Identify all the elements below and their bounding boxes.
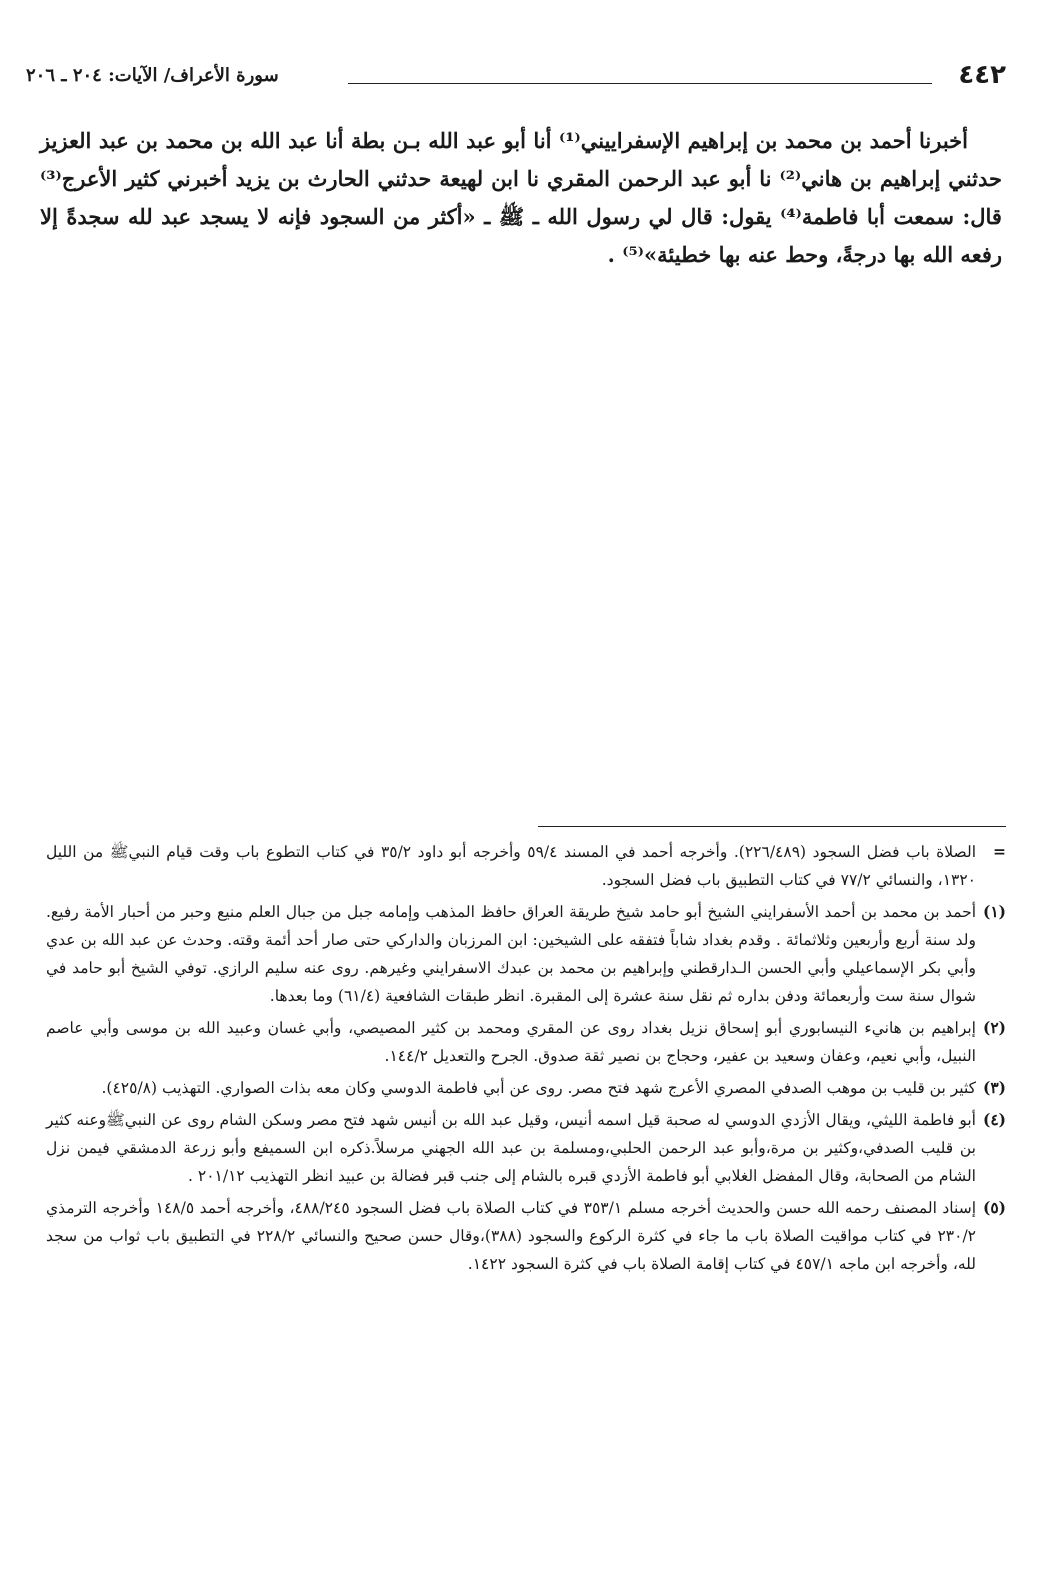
footnote-marker: (٤): [982, 1110, 1006, 1129]
footnote-marker: (١): [982, 902, 1006, 921]
footnote-text: أحمد بن محمد بن أحمد الأسفرايني الشيخ أبو حامد شيخ طريقة العراق حافظ المذهب وإمامه جبل من جبال العلم منيع وحبر من أحبار الأمة رفيع. ولد سنة أربع وأربعين وثلاثمائة . وقدم بغداد شاباً فتفقه على الشيخين: ابن المرزبان والداركي حتى صار أحد أئمة وقته. وحدث عن عبد الله بن عدي وأبي بكر الإسماعيلي وأبي الحسن الـدارقطني وإبراهيم بن محمد بن عبدك الاسفرايني وغيرهم. روى عنه سليم الرازي. توفي الشيخ أبو حامد في شوال سنة ست وأربعمائة ودفن بداره ثم نقل سنة عشرة إلى المقبرة. انظر طبقات الشافعية (٦١/٤) وما بعدها.: [46, 903, 976, 1005]
page-number: ٤٤٢: [958, 60, 1006, 90]
footnote-continuation: [46, 838, 1006, 894]
main-text: [40, 122, 1002, 274]
footnote-text: كثير بن قليب بن موهب الصدفي المصري الأعرج شهد فتح مصر. روى عن أبي فاطمة الدوسي وكان معه بذات الصواري. التهذيب (٤٢٥/٨).: [101, 1079, 976, 1097]
page-header: [26, 58, 1006, 98]
footnote-4: [46, 1106, 1006, 1190]
footnote-text: أبو فاطمة الليثي، ويقال الأزدي الدوسي له صحبة قيل اسمه أنيس، وقيل عبد الله بن أنيس شهد فتح مصر وسكن الشام روى عن النبيﷺوعنه كثير بن قليب الصدفي،وكثير بن مرة،وأبو عبد الرحمن الحلبي،ومسلمة بن عبد الله الجهني مرسلاً.ذكره ابن السميفع وأبو زرعة الدمشقي فيمن نزل الشام من الصحابة، وقال المفضل الغلابي أبو فاطمة الأزدي قبره بالشام إلى جنب قبر فضالة بن عبيد انظر التهذيب ٢٠١/١٢ .: [46, 1111, 976, 1185]
footnote-text: إبراهيم بن هانيء النيسابوري أبو إسحاق نزيل بغداد روى عن المقري ومحمد بن كثير المصيصي، وأبي غسان وعبيد الله بن موسى وأبي عاصم النبيل، وأبي نعيم، وعفان وسعيد بن عفير، وحجاج بن نصير ثقة صدوق. الجرح والتعديل ١٤٤/٢.: [46, 1019, 976, 1065]
running-title: سورة الأعراف/ الآيات: ٢٠٤ ـ ٢٠٦: [26, 65, 279, 86]
footnote-text: إسناد المصنف رحمه الله حسن والحديث أخرجه مسلم ٣٥٣/١ في كتاب الصلاة باب فضل السجود ٤٨٨/٢٤٥، وأخرجه أحمد ١٤٨/٥ وأخرجه الترمذي ٢٣٠/٢ في كتاب مواقيت الصلاة باب ما جاء في كثرة الركوع والسجود (٣٨٨)،وقال حسن صحيح والنسائي ٢٢٨/٢ في التطبيق باب ثواب من سجد لله، وأخرجه ابن ماجه ٤٥٧/١ في كتاب إقامة الصلاة باب في كثرة السجود ١٤٢٢.: [46, 1199, 977, 1273]
hadith-paragraph: أخبرنا أحمد بن محمد بن إبراهيم الإسفراييني⁽¹⁾ أنا أبو عبد الله بـن بطة أنا عبد الله بن محمد بن عبد العزيز حدثني إبراهيم بن هاني⁽²⁾ نا أبو عبد الرحمن المقري نا ابن لهيعة حدثني الحارث بن يزيد أخبرني كثير الأعرج⁽³⁾ قال: سمعت أبا فاطمة⁽⁴⁾ يقول: قال لي رسول الله ـ ﷺ ـ «أكثر من السجود فإنه لا يسجد عبد لله سجدةً إلا رفعه الله بها درجةً، وحط عنه بها خطيئة»⁽⁵⁾ .: [40, 128, 1002, 267]
footnote-marker: (٣): [982, 1078, 1006, 1097]
footnote-marker: (٥): [982, 1198, 1006, 1217]
footnote-3: [46, 1074, 1006, 1102]
footnote-text: الصلاة باب فضل السجود (٢٢٦/٤٨٩). وأخرجه أحمد في المسند ٥٩/٤ وأخرجه أبو داود ٣٥/٢ في كتاب التطوع باب وقت قيام النبيﷺ من الليل ١٣٢٠، والنسائي ٧٧/٢ في كتاب التطبيق باب فضل السجود.: [46, 843, 976, 889]
header-rule: [348, 83, 932, 84]
footnote-5: [46, 1194, 1006, 1278]
footnote-marker: =: [993, 842, 1006, 861]
footnote-marker: (٢): [982, 1018, 1006, 1037]
footnote-separator: [538, 826, 1006, 827]
footnotes: [46, 838, 1006, 1282]
footnote-2: [46, 1014, 1006, 1070]
footnote-1: [46, 898, 1006, 1010]
